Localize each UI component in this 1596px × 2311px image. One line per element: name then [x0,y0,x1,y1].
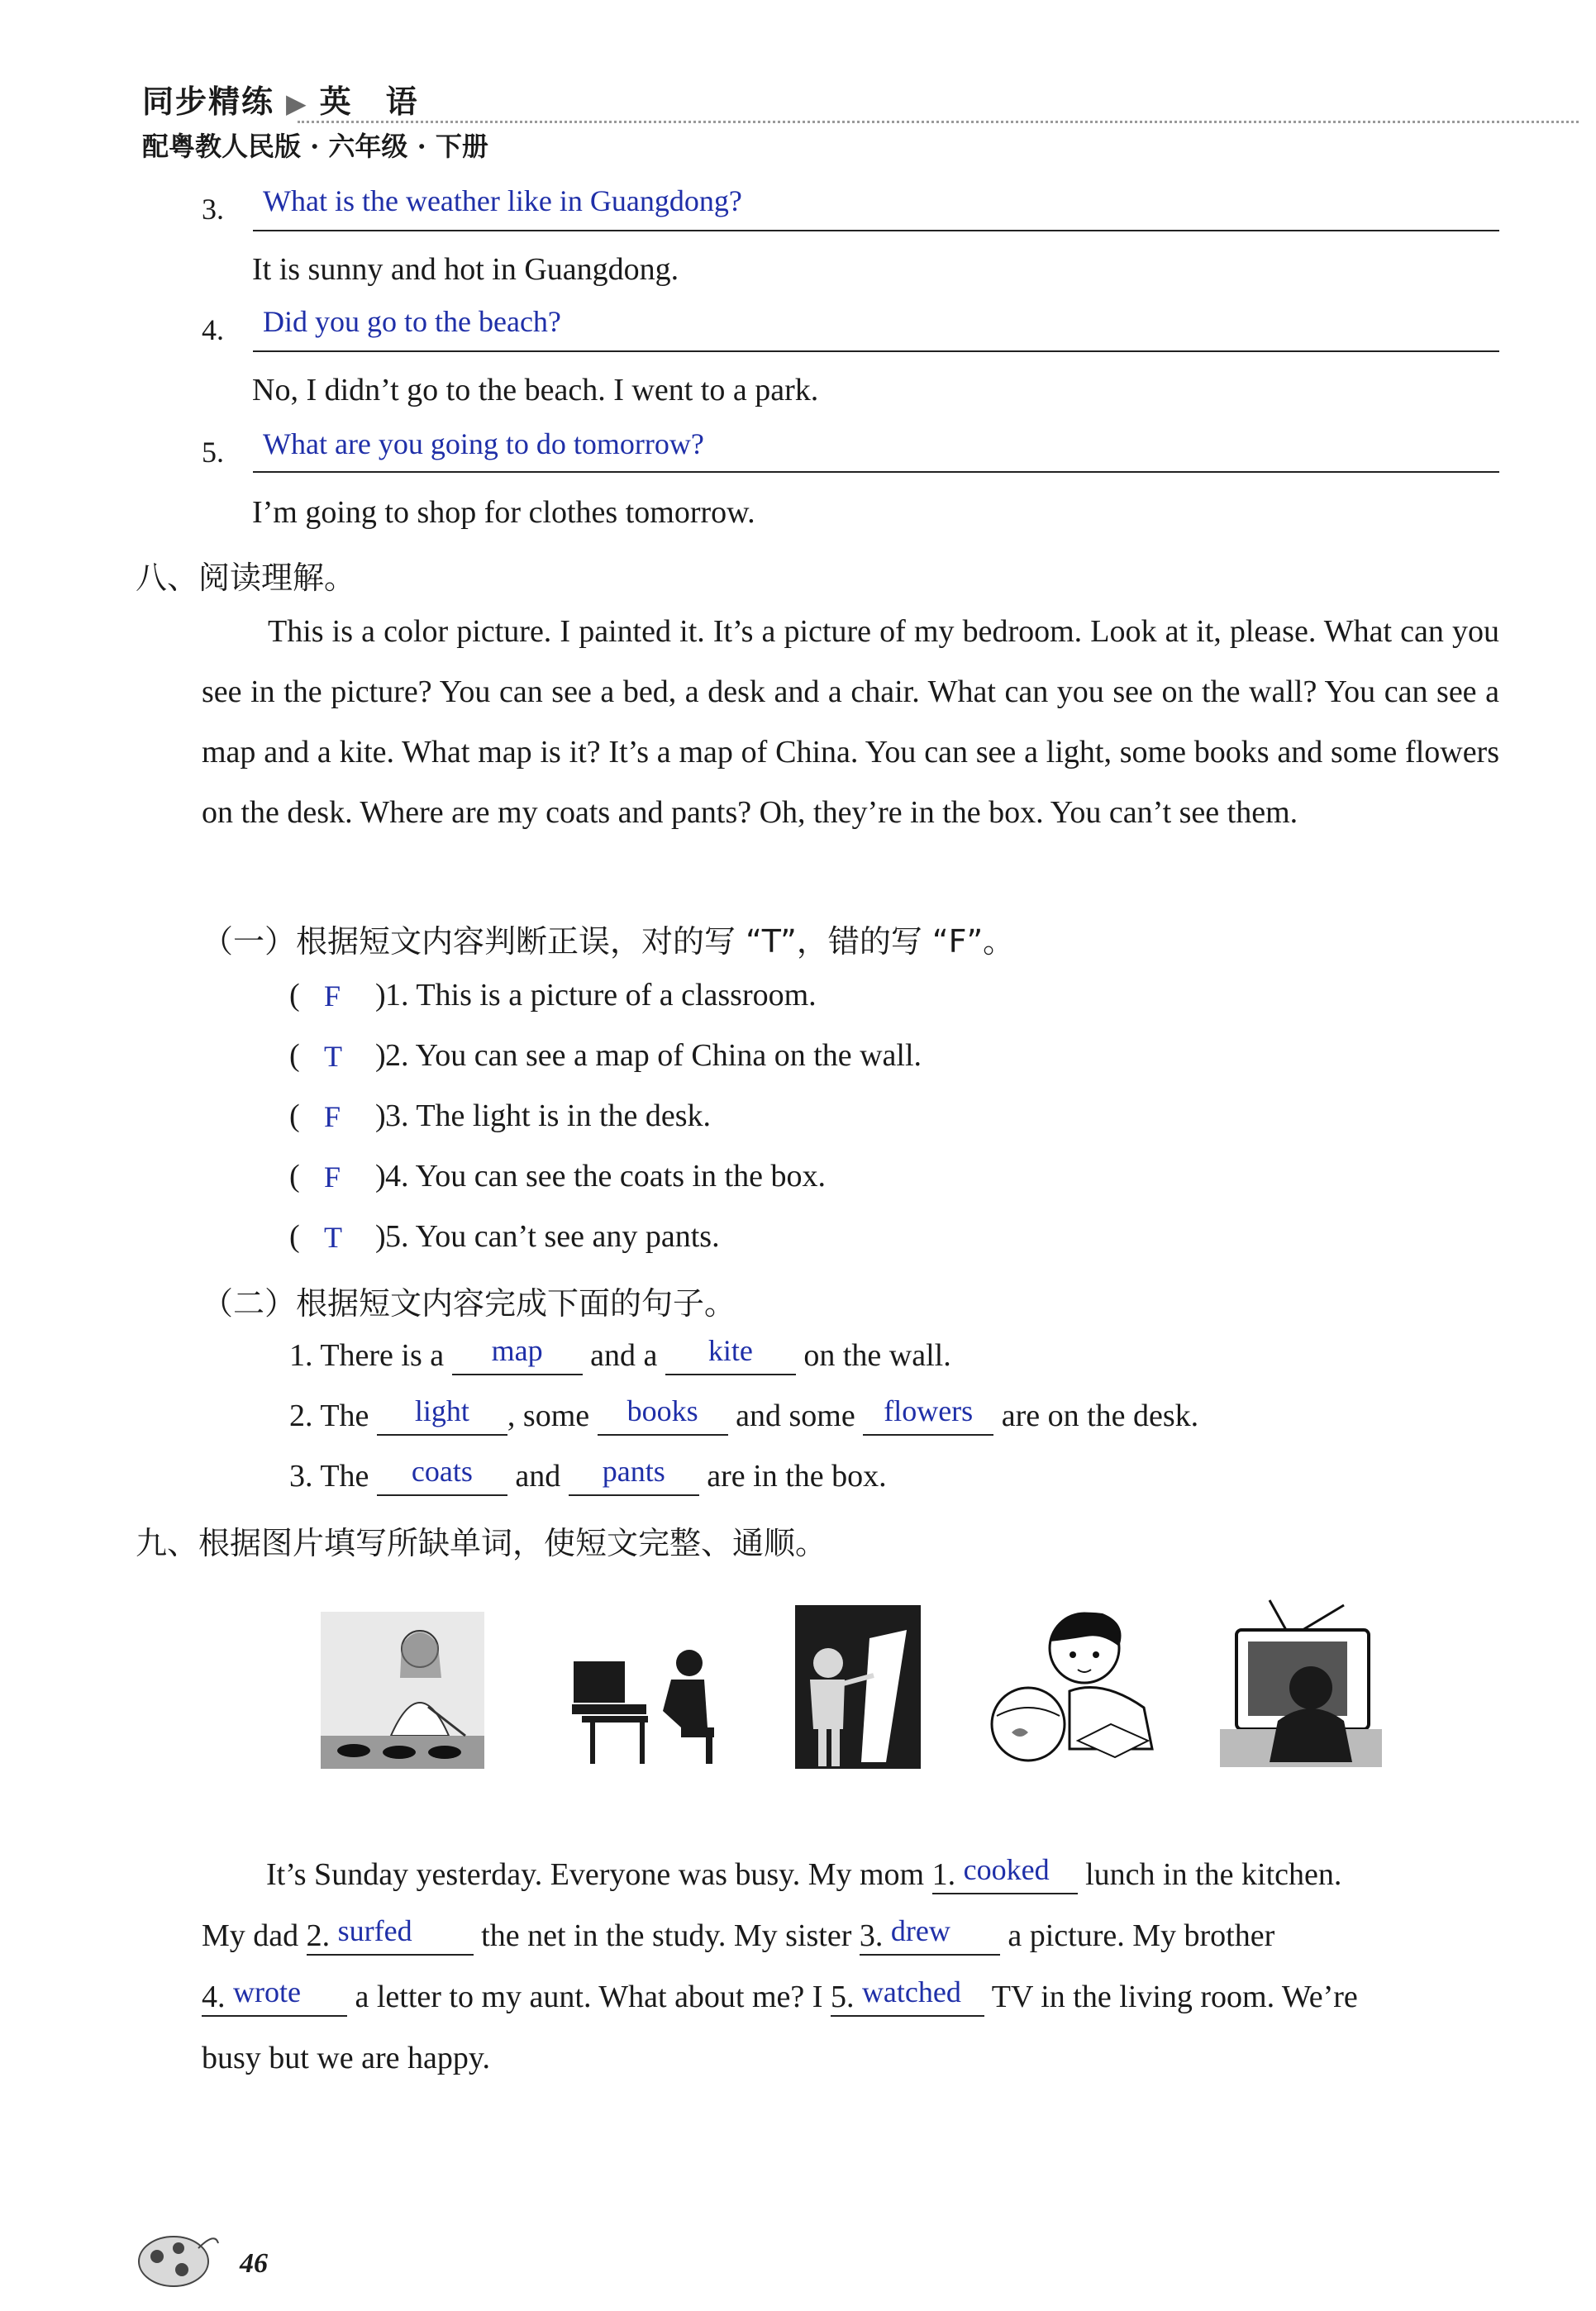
fill-blank: map [452,1337,583,1375]
fill-blank: light [377,1398,507,1436]
dialog-number: 4. [202,313,224,346]
answer-line [253,471,1499,473]
part-2-title: （二）根据短文内容完成下面的句子。 [202,1285,736,1322]
tf-item: ( F ) 4. You can see the coats in the box. [289,1159,826,1194]
fill-blank: books [598,1398,728,1436]
reading-passage [202,602,1499,843]
fill-blank: coats [377,1458,507,1496]
fill-sentence: 2. The light , some books and some flowers are on the desk. [289,1398,1198,1436]
section-8-title: 八、阅读理解。 [136,560,356,596]
tf-item: ( T ) 5. You can’t see any pants. [289,1219,720,1254]
play-arrow-icon: ▶ [286,88,308,119]
tf-statement: 1. This is a picture of a classroom. [385,978,817,1013]
story-line-1: It’s Sunday yesterday. Everyone was busy. My mom 1. cooked lunch in the kitchen. [266,1856,1341,1894]
dialog-number: 5. [202,436,224,469]
tf-item: ( T ) 2. You can see a map of China on the wall. [289,1038,922,1073]
story-blank-3: 3. drew [860,1918,1000,1956]
answer-line [253,230,1499,231]
tf-statement: 4. You can see the coats in the box. [385,1159,826,1194]
dialog-answer: No, I didn’t go to the beach. I went to a park. [252,373,819,407]
header-brand [142,76,419,122]
answer-line [253,350,1499,352]
fill-blank: flowers [863,1398,993,1436]
subject-title: 英 语 [319,83,419,120]
story-blank-2: 2. surfed [307,1918,474,1956]
section-9-title: 九、根据图片填写所缺单词，使短文完整、通顺。 [136,1525,827,1561]
story-line-3: 4. wrote a letter to my aunt. What about me? I 5. watched TV in the living room. We’re [202,1979,1358,2017]
page-number: 46 [240,2248,268,2279]
tf-answer: T [324,1221,342,1254]
dialog-answer: It is sunny and hot in Guangdong. [252,252,679,287]
fill-sentence: 1. There is a map and a kite on the wall. [289,1337,951,1375]
story-blank-1: 1. cooked [932,1856,1078,1894]
fill-blank: kite [665,1337,796,1375]
fill-blank: pants [569,1458,699,1496]
brand-title: 同步精练 [142,83,275,120]
part-1-title: （一）根据短文内容判断正误，对的写 “T”，错的写 “F”。 [202,923,1015,960]
tf-statement: 3. The light is in the desk. [385,1098,712,1133]
dialog-number: 3. [202,193,224,226]
story-line-4: busy but we are happy. [202,2041,490,2075]
passage-text: This is a color picture. I painted it. It’s a picture of my bedroom. Look at it, please. What can you see in the picture? You can see a bed, a desk and a chair. What can you see on the wall? You can see a map and a kite. What map is it? It’s a map of China. You can see a light, some books and some flowers on the desk. Where are my coats and pants? Oh, they’re in the box. You can’t see them. [202,614,1499,830]
dialog-question: What is the weather like in Guangdong? [263,184,742,217]
tf-answer: F [324,1160,341,1194]
story-blank-5: 5. watched [831,1979,984,2017]
dialog-answer: I’m going to shop for clothes tomorrow. [252,495,755,530]
edition-subtitle: 配粤教人民版 · 六年级 · 下册 [142,131,488,162]
boy-writing-picture [987,1600,1157,1765]
tf-statement: 5. You can’t see any pants. [385,1219,720,1254]
woman-cooking-picture [321,1612,484,1769]
girl-drawing-picture [795,1605,921,1769]
boy-watching-tv-picture [1220,1597,1382,1767]
header-divider [298,121,1579,123]
tf-answer: F [324,1100,341,1133]
man-at-computer-picture [565,1645,722,1765]
story-line-2: My dad 2. surfed the net in the study. My sister 3. drew a picture. My brother [202,1918,1274,1956]
tf-answer: T [324,1040,342,1073]
tf-item: ( F ) 1. This is a picture of a classroom. [289,978,817,1013]
story-blank-4: 4. wrote [202,1979,347,2017]
tf-answer: F [324,979,341,1013]
ladybug-icon [132,2223,223,2290]
tf-item: ( F ) 3. The light is in the desk. [289,1098,712,1133]
tf-statement: 2. You can see a map of China on the wall. [385,1038,922,1073]
dialog-question: Did you go to the beach? [263,305,561,338]
dialog-question: What are you going to do tomorrow? [263,427,704,460]
fill-sentence: 3. The coats and pants are in the box. [289,1458,887,1496]
